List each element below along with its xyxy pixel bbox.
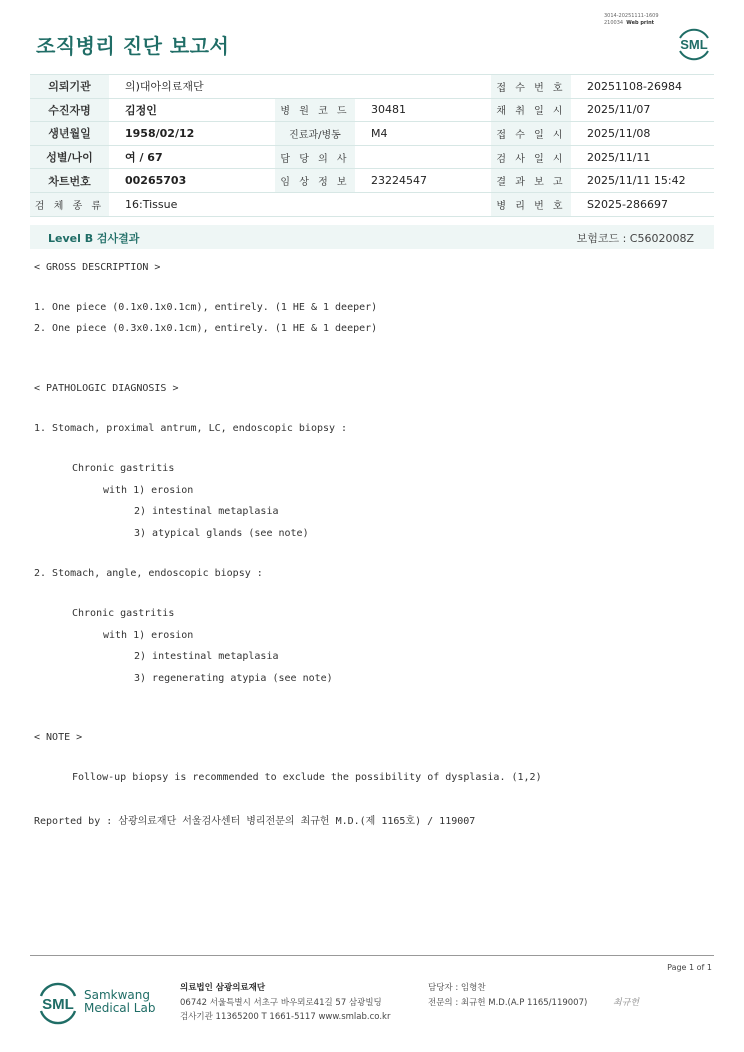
diagnosis-2-site: 2. Stomach, angle, endoscopic biopsy : — [34, 568, 263, 579]
footer-org-info — [180, 981, 390, 1025]
label-receipt-date: 접 수 일 시 — [491, 122, 571, 146]
svg-text:SML: SML — [680, 37, 708, 52]
value-report-date: 2025/11/11 15:42 — [571, 169, 714, 193]
level-label: Level B 검사결과 — [48, 232, 140, 245]
info-row — [30, 145, 714, 169]
value-receipt-date: 2025/11/08 — [571, 122, 714, 146]
org-name: 의료법인 삼광의료재단 — [180, 983, 266, 993]
diagnosis-1-finding-2: 2) intestinal metaplasia — [134, 506, 279, 517]
label-pathology-no: 병 리 번 호 — [491, 192, 571, 216]
gross-item-2: 2. One piece (0.3x0.1x0.1cm), entirely. (1 HE & 1 deeper) — [34, 323, 378, 334]
diagnosis-2-main: Chronic gastritis — [72, 608, 175, 619]
info-row — [30, 122, 714, 146]
org-address: 06742 서울특별시 서초구 바우뫼로41길 57 삼광빌딩 — [180, 997, 382, 1008]
value-pathology-no: S2025-286697 — [571, 192, 714, 216]
diagnosis-header: < PATHOLOGIC DIAGNOSIS > — [34, 383, 179, 394]
value-chart-no: 00265703 — [109, 169, 275, 193]
diagnosis-1-finding-1: with 1) erosion — [103, 485, 194, 496]
report-title: 조직병리 진단 보고서 — [36, 34, 230, 58]
label-accession-no: 접 수 번 호 — [491, 75, 571, 99]
diagnosis-1-main: Chronic gastritis — [72, 463, 175, 474]
print-code-line1: 3014-20251111-1609 — [604, 13, 659, 19]
value-clinical-info: 23224547 — [355, 169, 491, 193]
diagnosis-1-site: 1. Stomach, proximal antrum, LC, endoscopic biopsy : — [34, 423, 348, 434]
footer-divider — [30, 955, 714, 956]
value-collection-date: 2025/11/07 — [571, 98, 714, 122]
value-department: M4 — [355, 122, 491, 146]
level-bar — [30, 225, 714, 249]
label-clinical-info: 임 상 정 보 — [275, 169, 355, 193]
print-code-line2: 210034 Web print — [604, 20, 655, 26]
insurance-code: 보험코드 : C5602008Z — [576, 232, 694, 245]
org-contact: 검사기관 11365200 T 1661-5117 www.smlab.co.kr — [180, 1012, 391, 1022]
manager-name: 임형찬 — [460, 983, 486, 993]
diagnosis-1-finding-3: 3) atypical glands (see note) — [134, 528, 309, 539]
label-specimen-type: 검 체 종 류 — [30, 192, 109, 216]
label-birth-date: 생년월일 — [30, 122, 109, 146]
gross-item-1: 1. One piece (0.1x0.1x0.1cm), entirely. (1 HE & 1 deeper) — [34, 302, 378, 313]
diagnosis-2-finding-2: 2) intestinal metaplasia — [134, 651, 279, 662]
specialist-name: 최규헌 M.D.(A.P 1165/119007) — [460, 997, 588, 1008]
value-hospital-code: 30481 — [355, 98, 491, 122]
value-sex-age: 여 / 67 — [109, 145, 275, 169]
info-row — [30, 75, 714, 99]
page-number: Page 1 of 1 — [667, 963, 712, 972]
value-specimen-type: 16:Tissue — [109, 192, 491, 216]
label-hospital-code: 병 원 코 드 — [275, 98, 355, 122]
label-report-date: 결 과 보 고 — [491, 169, 571, 193]
print-code — [604, 13, 659, 27]
note-text: Follow-up biopsy is recommended to exclude the possibility of dysplasia. (1,2) — [72, 772, 542, 783]
value-test-date: 2025/11/11 — [571, 145, 714, 169]
note-header: < NOTE > — [34, 732, 83, 743]
diagnosis-2-finding-1: with 1) erosion — [103, 630, 194, 641]
value-birth-date: 1958/02/12 — [109, 122, 275, 146]
svg-text:SML: SML — [42, 996, 74, 1013]
value-physician — [355, 145, 491, 169]
value-requester: 의)대아의료재단 — [109, 75, 491, 99]
label-sex-age: 성별/나이 — [30, 145, 109, 169]
footer-staff-info: 담당자 : 임형찬 전문의 : 최규헌 M.D.(A.P 1165/119007) — [428, 983, 588, 1008]
label-requester: 의뢰기관 — [30, 75, 109, 99]
gross-header: < GROSS DESCRIPTION > — [34, 262, 161, 273]
label-test-date: 검 사 일 시 — [491, 145, 571, 169]
value-accession-no: 20251108-26984 — [571, 75, 714, 99]
info-row — [30, 192, 714, 216]
label-chart-no: 차트번호 — [30, 169, 109, 193]
patient-info-table — [30, 74, 714, 217]
brand-name: Samkwang Medical Lab — [84, 988, 156, 1015]
label-collection-date: 채 취 일 시 — [491, 98, 571, 122]
sml-logo — [674, 24, 714, 64]
label-patient-name: 수진자명 — [30, 98, 109, 122]
diagnosis-2-finding-3: 3) regenerating atypia (see note) — [134, 673, 333, 684]
label-physician: 담 당 의 사 — [275, 145, 355, 169]
info-row — [30, 169, 714, 193]
value-patient-name: 김정인 — [109, 98, 275, 122]
sml-footer-logo — [36, 980, 80, 1026]
reported-by: Reported by : 삼광의료재단 서울검사센터 병리전문의 최규헌 M.D.(제 1165호) / 119007 — [34, 816, 476, 827]
label-department: 진료과/병동 — [275, 122, 355, 146]
info-row — [30, 98, 714, 122]
signature: 최규헌 — [613, 998, 640, 1008]
